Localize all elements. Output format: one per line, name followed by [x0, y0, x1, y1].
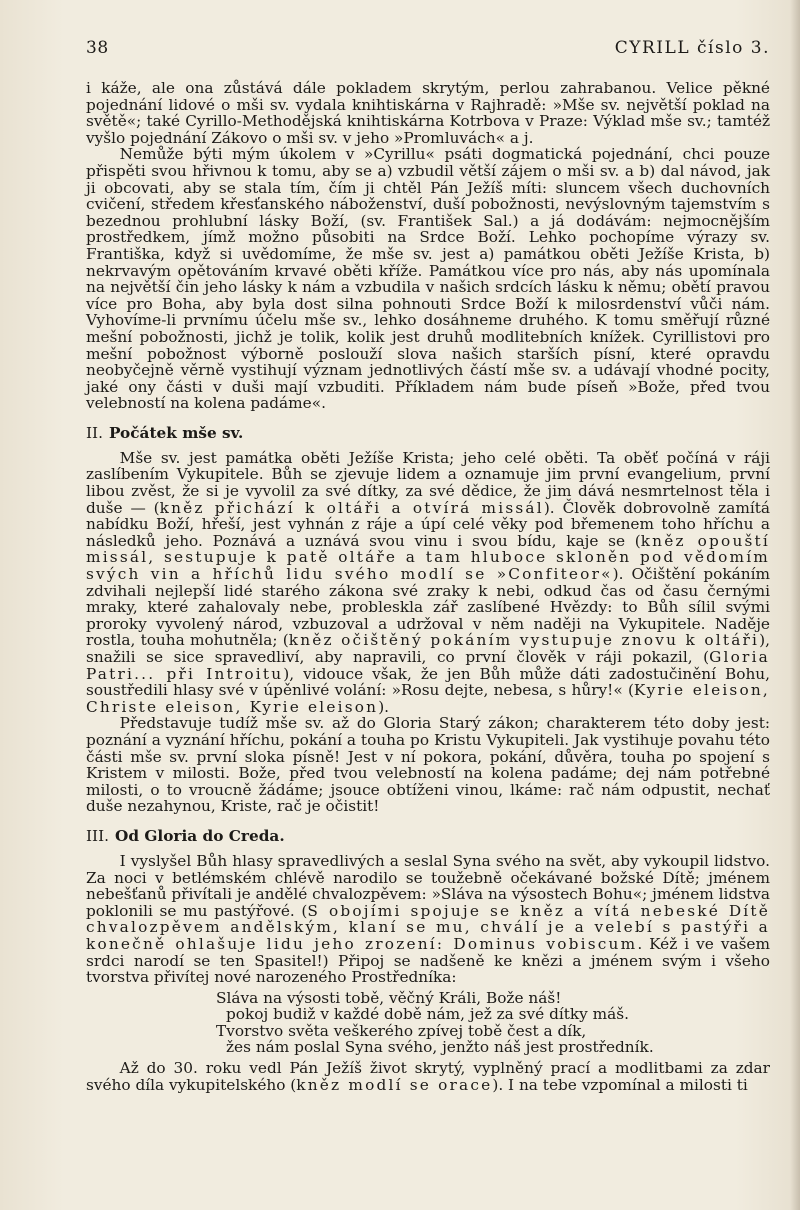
- paragraph: Představuje tudíž mše sv. až do Gloria Starý zákon; charakterem této doby jest: poznání a vyznání hříchu, pokání a touha po Kristu Vykupiteli. Jak vystihuje povahu této části mše sv. první sloka písně! Jest v ní pokora, pokání, důvěra, touha po spojení s Kristem v milosti. Bože, před tvou velebností na kolena padáme; dej nám potřebné milosti, o to vroucně žádáme; jsouce obtíženi vinou, lkáme: rač nám odpustit, nechať duše nezahynou, Kriste, rač je očistit!: [86, 714, 770, 816]
- text-run: ). Člověk dobrovolně zamítá nabídku Boží, hřeší, jest vyhnán z ráje a úpí celé věky pod břemenem toho hříchu a následků jeho. Poznává a uznává svou vinu i svou bídu, kaje se (: [86, 498, 770, 550]
- spaced-text: Gloria Patri... při Introitu: [86, 648, 770, 683]
- paragraph: [86, 1060, 770, 1093]
- spaced-text: kněz přichází k oltáři a otvírá missál: [159, 498, 544, 517]
- text-run: Mše sv. jest památka oběti Ježíše Krista; jeho celé oběti. Ta oběť počíná v ráji zaslíbením Vykupitele. Bůh se zjevuje lidem a oznamuje jim první evangelium, první libou zvěst, že si je vyvolil za své dítky, za své dědice, že jim dává nesmrtelnost těla i duše — (: [86, 448, 770, 517]
- section-heading: [86, 827, 770, 845]
- text-run: . Kéž i ve vašem srdci narodí se ten Spasitel!) Připoj se nadšeně ke knězi a jménem svým i všeho tvorstva přivítej nové narozeného Prostředníka:: [86, 934, 770, 987]
- text-run: ). I na tebe vzpomínal a milosti ti: [492, 1075, 748, 1094]
- spaced-text: kněz očištěný pokáním vystupuje znovu k oltáři: [288, 631, 760, 650]
- verse-line: žes nám poslal Syna svého, jenžto náš jest prostředník.: [226, 1038, 654, 1057]
- paragraph: [86, 853, 770, 986]
- paragraph: i káže, ale ona zůstává dále pokladem skrytým, perlou zahrabanou. Velice pěkné pojednání lidové o mši sv. vydala knihtiskárna v Rajhradě: »Mše sv. největší poklad na světě«; také Cyrillo-Methodějská knihtiskárna Kotrbova v Praze: Výklad mše sv.; tamtéž vyšlo pojednání Zákovo o mši sv. v jeho »Promluvách« a j.: [86, 79, 770, 147]
- section-heading: [86, 424, 770, 442]
- spaced-text: Kyrie eleison, Christe eleison, Kyrie eleison: [86, 681, 770, 716]
- spaced-text: S obojími spojuje se kněz a vítá nebeské Dítě chvalozpěvem andělským, klaní se mu, chválí je a velebí s pastýři a konečně ohlašuje lidu jeho zrození: Dominus vobiscum: [86, 901, 770, 953]
- spaced-text: kněz modlí se orace: [296, 1075, 493, 1094]
- body-text: [86, 80, 770, 1093]
- paragraph: Nemůže býti mým úkolem v »Cyrillu« psáti dogmatická pojednání, chci pouze přispěti svou hřivnou k tomu, aby se a) vzbudil větší zájem o mši sv. a b) dal návod, jak ji obcovati, aby se stala tím, čím ji chtěl Pán Ježíš míti: sluncem všech duchovních cvičení, středem křesťanského náboženství, duší pobožnosti, nevýslovným tajemstvím s bezednou prohlubní lásky Boží, (sv. František Sal.) a já dodávám: nejmocnějším prostředkem, jímž možno působiti na Srdce Boží. Lehko pochopíme výrazy sv. Františka, když si uvědomíme, že mše sv. jest a) památkou oběti Ježíše Krista, b) nekrvavým opětováním krvavé oběti kříže. Památkou více pro nás, aby nás upomínala na největší čin jeho lásky k nám a vzbudila v našich srdcích lásku k němu; obětí pravou více pro Boha, aby byla dost silna pohnouti Srdce Boží k milosrdenství vůči nám. Vyhovíme-li prvnímu účelu mše sv., lehko dosáhneme druhého. K tomu směřují různé mešní pobožnosti, jichž je tolik, kolik jest druhů modlitebních knížek. Cyrillistovi pro mešní pobožnost výborně poslouží slova našich starších písní, které opravdu neobyčejně věrně vystihují význam jednotlivých částí mše sv. a udávají vhodné pocity, jaké ony části v duši mají vzbuditi. Příkladem nám bude píseň »Bože, před tvou velebností na kolena padáme«.: [86, 145, 770, 413]
- hymn-verse: [216, 990, 770, 1056]
- section-number: III.: [86, 826, 109, 845]
- text-run: ), snažili se sice spravedliví, aby napravili, co první člověk v ráji pokazil, (: [86, 631, 770, 666]
- verse-line: Sláva na výsosti tobě, věčný Králi, Bože náš!: [216, 988, 562, 1007]
- section-title: Počátek mše sv.: [108, 423, 244, 442]
- text-run: Až do 30. roku vedl Pán Ježíš život skrytý, vyplněný prací a modlitbami za zdar svého díla vykupitelského (: [86, 1059, 770, 1094]
- text-run: ), vidouce však, že jen Bůh může dáti zadostučinění Bohu, soustředili hlasy své v úpěnlivé volání: »Rosu dejte, nebesa, s hůry!« (: [86, 664, 771, 700]
- spaced-text: kněz opouští missál, sestupuje k patě oltáře a tam hluboce skloněn pod vědomím svých vin a hříchů lidu svého modlí se »Confiteor«: [86, 531, 770, 584]
- page-number: 38: [86, 38, 109, 58]
- page-edge-shadow: [790, 0, 800, 1210]
- text-run: I vyslyšel Bůh hlasy spravedlivých a seslal Syna svého na svět, aby vykoupil lidstvo. Za noci v betlémském chlévě narodilo se toužebně očekávané božské Dítě; jménem nebešťanů přivítali je andělé chvalozpěvem: »Sláva na výsostech Bohu«; jménem lidstva poklonili se mu pastýřové. (: [86, 851, 770, 920]
- section-title: Od Gloria do Creda.: [115, 826, 285, 845]
- page-header: [86, 38, 770, 68]
- section-number: II.: [86, 423, 103, 442]
- running-head: CYRILL číslo 3.: [614, 38, 770, 58]
- text-run: ). Očištění pokáním zdvihali nejlepší lidé starého zákona své zraky k nebi, odkud čas od času černými mraky, které zahalovaly nebe, probleskla zář zaslíbené Hvězdy: to Bůh sílil svými proroky vyvolený národ, vzbuzoval a udržoval v něm naději na Vykupitele. Naděje rostla, touha mohutněla; (: [86, 565, 770, 650]
- paragraph: [86, 450, 770, 716]
- verse-line: Tvorstvo světa veškerého zpívej tobě čest a dík,: [216, 1021, 587, 1040]
- verse-line: pokoj budiž v každé době nám, jež za své dítky máš.: [226, 1005, 630, 1024]
- text-run: ).: [378, 697, 390, 716]
